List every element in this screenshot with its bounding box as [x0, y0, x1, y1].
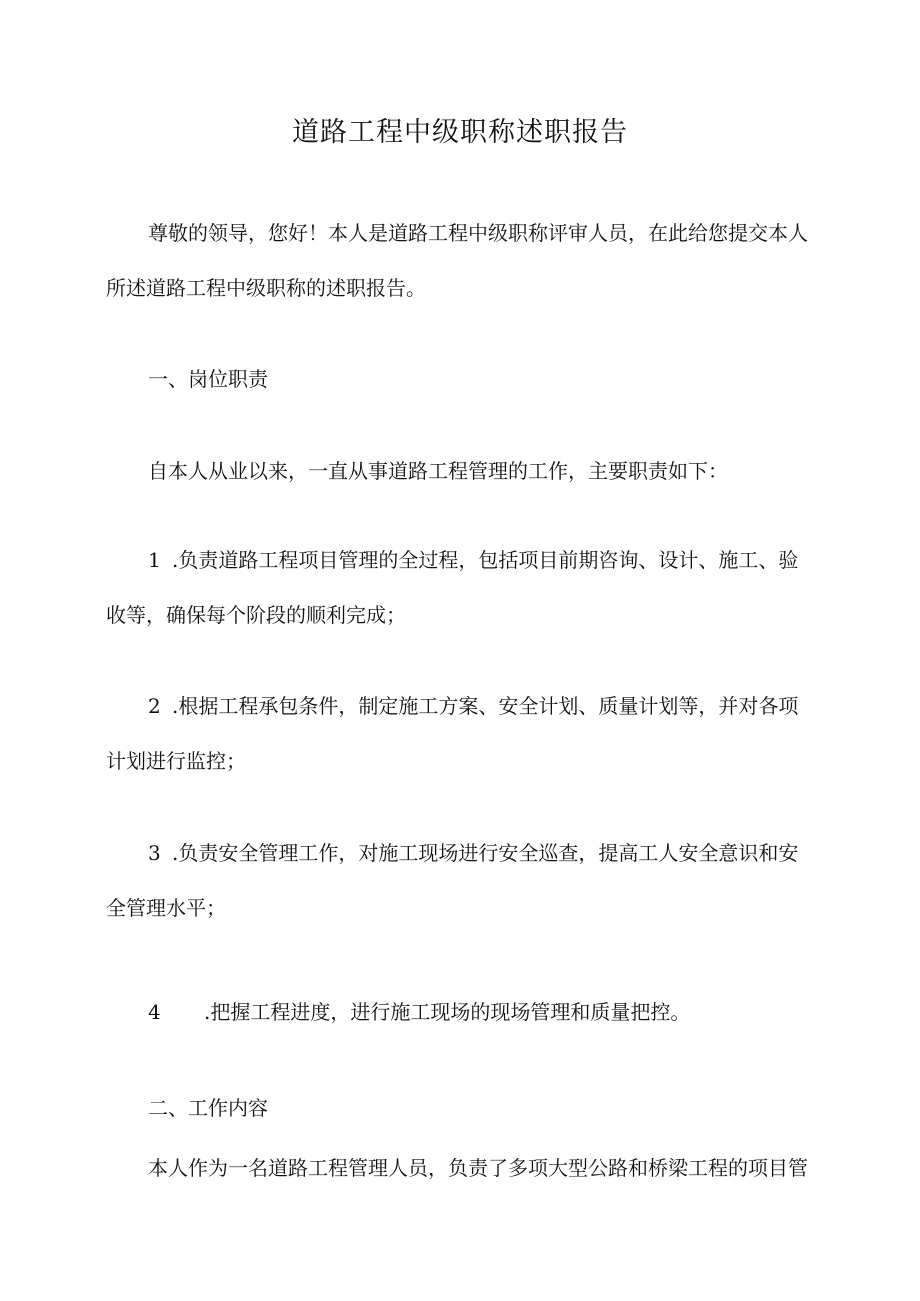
list-item-3-line-1	[148, 838, 798, 868]
list-item-1-number: 1	[148, 548, 161, 572]
list-item-4-number: 4	[148, 1000, 161, 1024]
intro-line-1: 尊敬的领导，您好！本人是道路工程中级职称评审人员，在此给您提交本人	[148, 221, 808, 245]
list-item-4-line-1	[148, 997, 690, 1027]
list-item-3-text: .负责安全管理工作，对施工现场进行安全巡查，提高工人安全意识和安	[172, 841, 799, 865]
list-item-1-text: .负责道路工程项目管理的全过程，包括项目前期咨询、设计、施工、验	[172, 548, 799, 572]
list-item-2-number: 2	[148, 694, 161, 718]
list-item-3-number: 3	[148, 841, 161, 865]
intro-line-2: 所述道路工程中级职称的述职报告。	[106, 276, 426, 300]
list-item-2-text: .根据工程承包条件，制定施工方案、安全计划、质量计划等，并对各项	[172, 694, 799, 718]
list-item-2-line-1	[148, 691, 798, 721]
section-2-heading: 二、工作内容	[148, 1096, 268, 1120]
list-item-3-line-2: 全管理水平；	[106, 896, 226, 920]
document-title: 道路工程中级职称述职报告	[292, 117, 628, 148]
list-item-1-line-2: 收等，确保每个阶段的顺利完成；	[106, 603, 406, 627]
list-item-1-line-1	[148, 545, 798, 575]
section-2-line-1: 本人作为一名道路工程管理人员，负责了多项大型公路和桥梁工程的项目管	[148, 1156, 808, 1180]
list-item-2-line-2: 计划进行监控；	[106, 749, 246, 773]
section-1-lead: 自本人从业以来，一直从事道路工程管理的工作，主要职责如下：	[148, 459, 728, 483]
section-1-heading: 一、岗位职责	[148, 367, 268, 391]
list-item-4-text: .把握工程进度，进行施工现场的现场管理和质量把控。	[204, 1000, 691, 1024]
